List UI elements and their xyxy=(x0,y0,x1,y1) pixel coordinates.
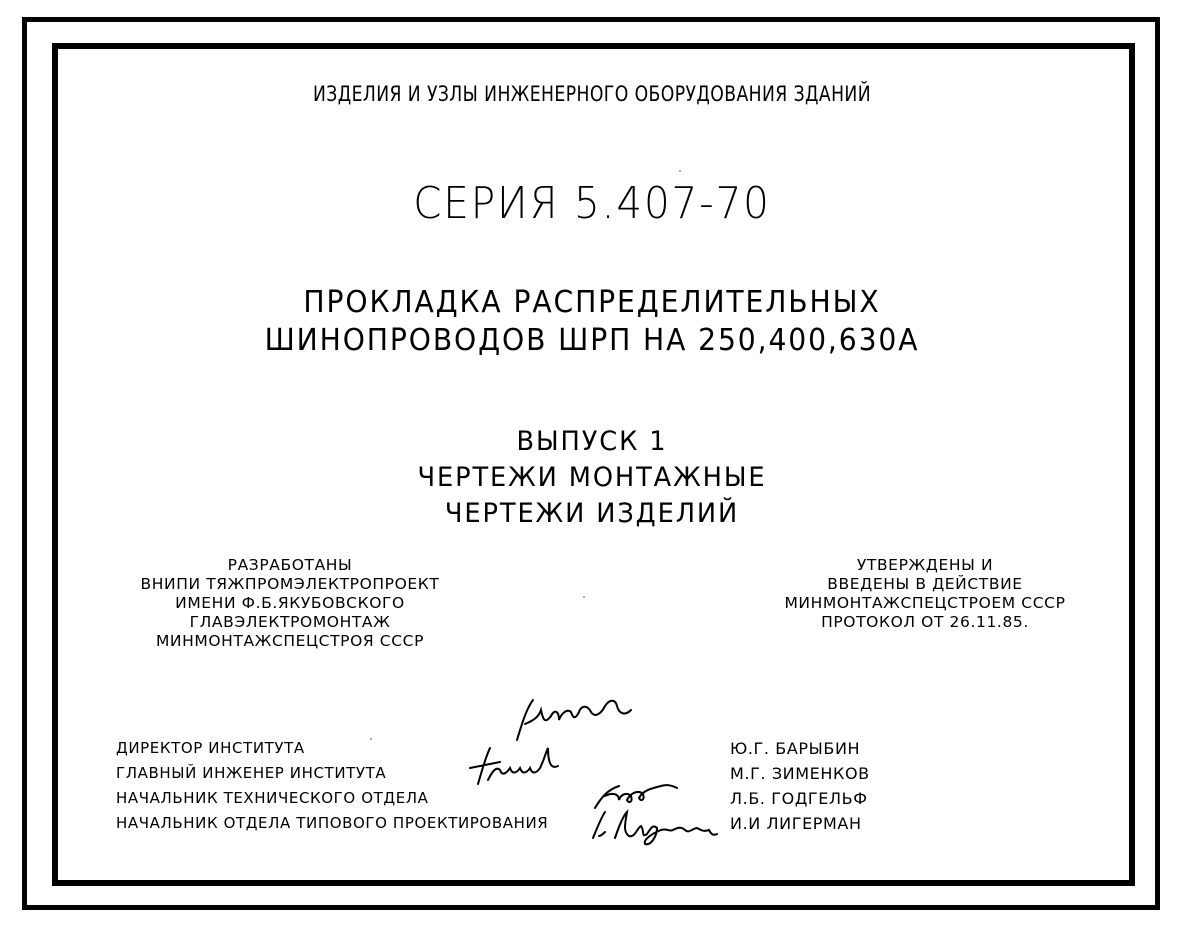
issue-content-1: ЧЕРТЕЖИ МОНТАЖНЫЕ xyxy=(417,462,767,493)
signatory-name: М.Г. ЗИМЕНКОВ xyxy=(730,764,870,783)
approved-line: МИНМОНТАЖСПЕЦСТРОЕМ СССР xyxy=(784,594,1066,612)
speck xyxy=(583,596,585,598)
approved-line: ПРОТОКОЛ ОТ 26.11.85. xyxy=(821,613,1029,631)
title-line-2: ШИНОПРОВОДОВ ШРП НА 250,400,630А xyxy=(264,323,920,358)
document-title xyxy=(36,284,1149,360)
approved-by-block xyxy=(760,556,1090,632)
issue-content-2: ЧЕРТЕЖИ ИЗДЕЛИЙ xyxy=(444,498,740,529)
signatory-name: И.И ЛИГЕРМАН xyxy=(730,814,862,833)
approved-line: УТВЕРЖДЕНЫ И xyxy=(856,556,994,574)
approved-line: ВВЕДЕНЫ В ДЕЙСТВИЕ xyxy=(827,575,1023,593)
title-line-1: ПРОКЛАДКА РАСПРЕДЕЛИТЕЛЬНЫХ xyxy=(303,285,881,320)
signatory-role: ГЛАВНЫЙ ИНЖЕНЕР ИНСТИТУТА xyxy=(116,764,387,782)
developed-line: ВНИПИ ТЯЖПРОМЭЛЕКТРОПРОЕКТ xyxy=(140,575,440,593)
issue-number: ВЫПУСК 1 xyxy=(516,426,668,457)
developed-by-block xyxy=(100,556,480,651)
signatory-names xyxy=(730,736,870,836)
signature-chief-engineer xyxy=(460,740,570,790)
series-number: СЕРИЯ 5.407-70 xyxy=(413,178,771,229)
developed-line: ГЛАВЭЛЕКТРОМОНТАЖ xyxy=(189,613,391,631)
signatory-role: ДИРЕКТОР ИНСТИТУТА xyxy=(116,739,305,757)
developed-line: ИМЕНИ Ф.Б.ЯКУБОВСКОГО xyxy=(175,594,405,612)
speck xyxy=(679,170,681,172)
issue-block xyxy=(30,424,1155,532)
signatory-role: НАЧАЛЬНИК ТЕХНИЧЕСКОГО ОТДЕЛА xyxy=(116,789,429,807)
signatory-name: Л.Б. ГОДГЕЛЬФ xyxy=(730,789,868,808)
developed-line: РАЗРАБОТАНЫ xyxy=(227,556,353,574)
subject-heading: ИЗДЕЛИЯ И УЗЛЫ ИНЖЕНЕРНОГО ОБОРУДОВАНИЯ ЗДАНИЙ xyxy=(312,82,872,106)
developed-line: МИНМОНТАЖСПЕЦСТРОЯ СССР xyxy=(155,632,425,650)
signatory-role: НАЧАЛЬНИК ОТДЕЛА ТИПОВОГО ПРОЕКТИРОВАНИЯ xyxy=(116,814,549,832)
signatory-name: Ю.Г. БАРЫБИН xyxy=(730,739,861,758)
signature-standard-design-head xyxy=(585,806,725,850)
speck xyxy=(370,738,372,740)
